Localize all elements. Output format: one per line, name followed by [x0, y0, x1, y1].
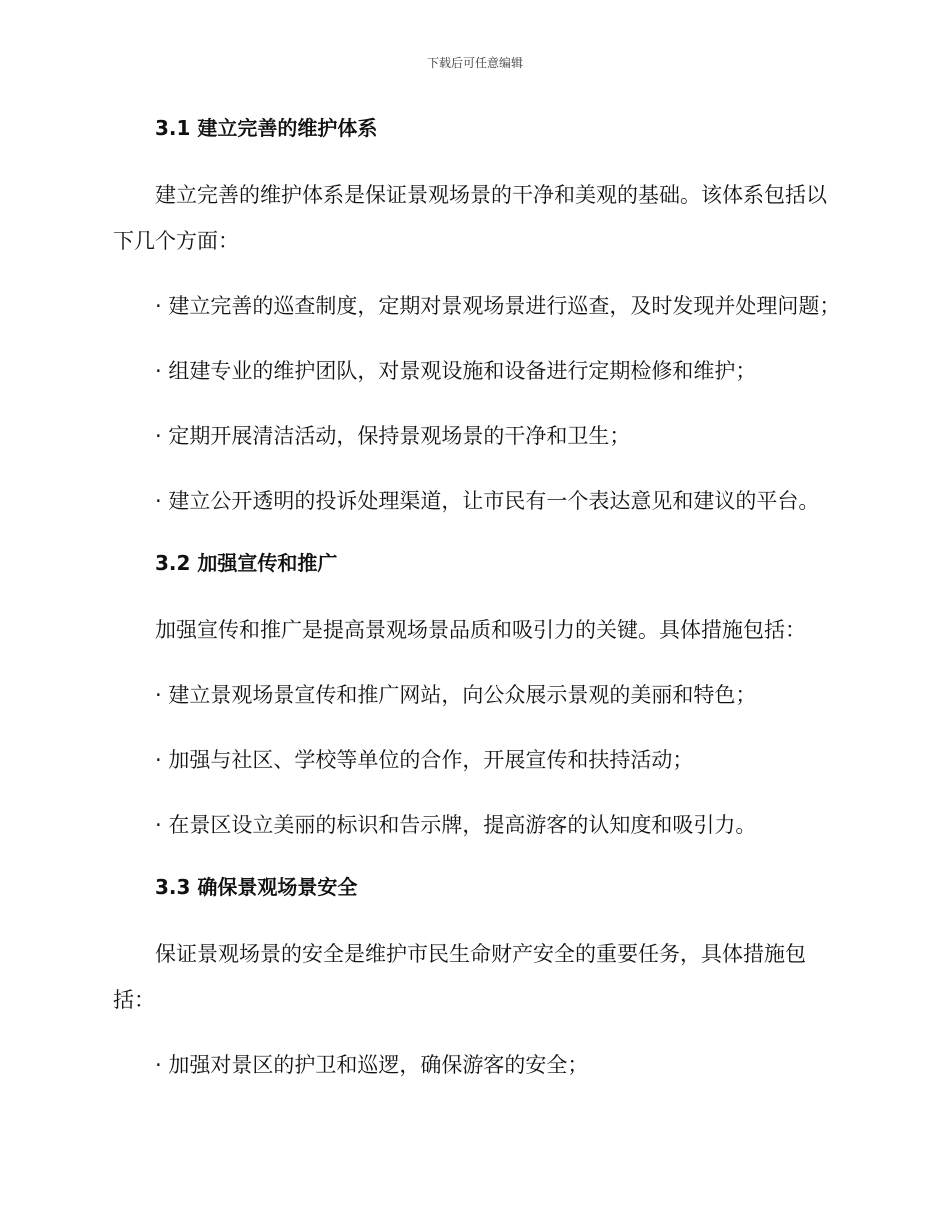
document-body — [113, 108, 843, 1107]
bullet-item: · 组建专业的维护团队，对景观设施和设备进行定期检修和维护； — [155, 359, 757, 383]
section-heading-3-1: 3.1 建立完善的维护体系 — [155, 116, 378, 140]
bullet-item: · 定期开展清洁活动，保持景观场景的干净和卫生； — [155, 424, 631, 448]
section-heading-3-2: 3.2 加强宣传和推广 — [155, 551, 338, 575]
section-3-3-intro: 保证景观场景的安全是维护市民生命财产安全的重要任务，具体措施包括： — [113, 942, 806, 1012]
bullet-item: · 建立公开透明的投诉处理渠道，让市民有一个表达意见和建议的平台。 — [155, 489, 820, 513]
bullet-item: · 在景区设立美丽的标识和告示牌，提高游客的认知度和吸引力。 — [155, 813, 757, 837]
bullet-item: · 建立景观场景宣传和推广网站，向公众展示景观的美丽和特色； — [155, 683, 757, 707]
bullet-item: · 建立完善的巡查制度，定期对景观场景进行巡查，及时发现并处理问题； — [155, 294, 841, 318]
header-note: 下载后可任意编辑 — [426, 56, 523, 70]
section-heading-3-3: 3.3 确保景观场景安全 — [155, 875, 358, 899]
bullet-item: · 加强对景区的护卫和巡逻，确保游客的安全； — [155, 1053, 589, 1077]
bullet-item: · 加强与社区、学校等单位的合作，开展宣传和扶持活动； — [155, 748, 694, 772]
section-3-2-intro: 加强宣传和推广是提高景观场景品质和吸引力的关键。具体措施包括： — [155, 618, 806, 642]
section-3-1-intro: 建立完善的维护体系是保证景观场景的干净和美观的基础。该体系包括以下几个方面： — [113, 183, 827, 253]
